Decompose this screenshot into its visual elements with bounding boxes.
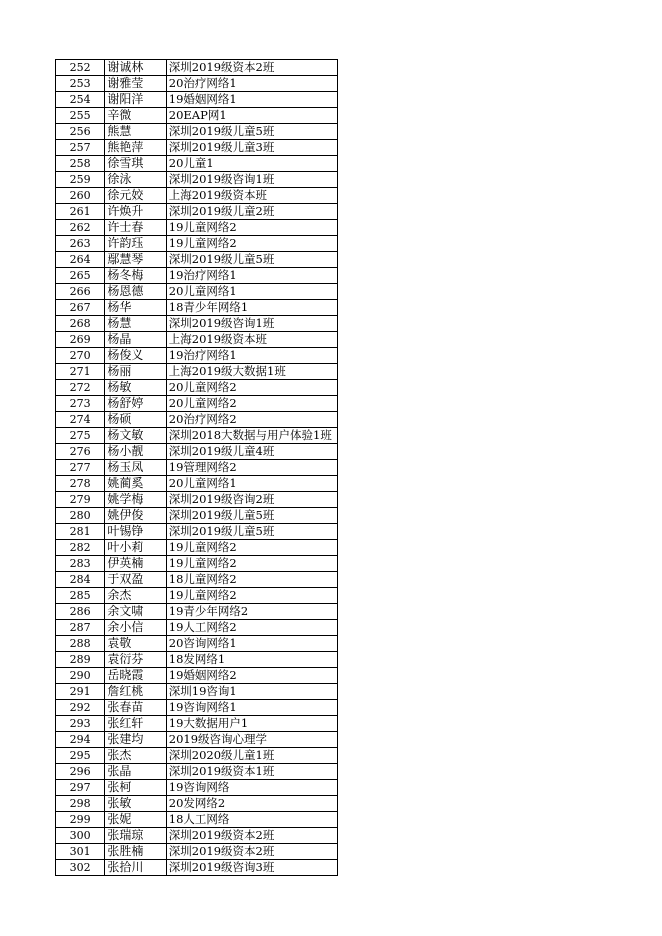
row-number-cell[interactable]: 288 <box>56 636 105 652</box>
name-cell[interactable]: 张红轩 <box>105 716 166 732</box>
table-row <box>56 860 338 876</box>
table-row <box>56 524 338 540</box>
table-row <box>56 380 338 396</box>
name-cell[interactable]: 张建均 <box>105 732 166 748</box>
row-number-cell[interactable]: 294 <box>56 732 105 748</box>
table-row <box>56 556 338 572</box>
row-number-cell[interactable]: 284 <box>56 572 105 588</box>
name-cell[interactable]: 叶小莉 <box>105 540 166 556</box>
class-cell[interactable]: 2019级咨询心理学 <box>166 732 337 748</box>
row-number-cell[interactable]: 259 <box>56 172 105 188</box>
class-cell[interactable]: 深圳2020级儿童1班 <box>166 748 337 764</box>
name-cell[interactable]: 杨俊义 <box>105 348 166 364</box>
class-cell[interactable]: 深圳2019级儿童3班 <box>166 140 337 156</box>
table-row <box>56 540 338 556</box>
name-cell[interactable]: 叶锡铮 <box>105 524 166 540</box>
name-cell[interactable]: 余文啸 <box>105 604 166 620</box>
table-row <box>56 716 338 732</box>
row-number-cell[interactable]: 282 <box>56 540 105 556</box>
table-row <box>56 156 338 172</box>
row-number-cell[interactable]: 280 <box>56 508 105 524</box>
row-number-cell[interactable]: 268 <box>56 316 105 332</box>
class-cell[interactable]: 上海2019级资本班 <box>166 188 337 204</box>
table-row <box>56 348 338 364</box>
table-row <box>56 684 338 700</box>
table-row <box>56 636 338 652</box>
class-cell[interactable]: 上海2019级资本班 <box>166 332 337 348</box>
class-cell[interactable]: 上海2019级大数据1班 <box>166 364 337 380</box>
name-cell[interactable]: 张敏 <box>105 796 166 812</box>
row-number-cell[interactable]: 266 <box>56 284 105 300</box>
name-cell[interactable]: 杨玉凤 <box>105 460 166 476</box>
class-cell[interactable]: 20治疗网络1 <box>166 76 337 92</box>
class-cell[interactable]: 19治疗网络1 <box>166 268 337 284</box>
class-cell[interactable]: 19青少年网络2 <box>166 604 337 620</box>
name-cell[interactable]: 熊艳萍 <box>105 140 166 156</box>
class-cell[interactable]: 19咨询网络 <box>166 780 337 796</box>
name-cell[interactable]: 姚伊俊 <box>105 508 166 524</box>
name-cell[interactable]: 余小信 <box>105 620 166 636</box>
row-number-cell[interactable]: 273 <box>56 396 105 412</box>
name-cell[interactable]: 熊慧 <box>105 124 166 140</box>
row-number-cell[interactable]: 260 <box>56 188 105 204</box>
name-cell[interactable]: 许韵珏 <box>105 236 166 252</box>
class-cell[interactable]: 20EAP网1 <box>166 108 337 124</box>
name-cell[interactable]: 于双盈 <box>105 572 166 588</box>
table-row <box>56 60 338 76</box>
class-cell[interactable]: 深圳2019级儿童2班 <box>166 204 337 220</box>
row-number-cell[interactable]: 277 <box>56 460 105 476</box>
row-number-cell[interactable]: 253 <box>56 76 105 92</box>
table-row <box>56 828 338 844</box>
table-row <box>56 844 338 860</box>
roster-table-body <box>56 60 338 876</box>
row-number-cell[interactable]: 300 <box>56 828 105 844</box>
row-number-cell[interactable]: 256 <box>56 124 105 140</box>
row-number-cell[interactable]: 255 <box>56 108 105 124</box>
name-cell[interactable]: 岳晓霞 <box>105 668 166 684</box>
class-cell[interactable]: 深圳2019级咨询1班 <box>166 316 337 332</box>
class-cell[interactable]: 19咨询网络1 <box>166 700 337 716</box>
table-row <box>56 332 338 348</box>
table-row <box>56 812 338 828</box>
class-cell[interactable]: 20发网络2 <box>166 796 337 812</box>
class-cell[interactable]: 20儿童1 <box>166 156 337 172</box>
name-cell[interactable]: 袁衍芬 <box>105 652 166 668</box>
row-number-cell[interactable]: 293 <box>56 716 105 732</box>
row-number-cell[interactable]: 295 <box>56 748 105 764</box>
class-cell[interactable]: 20治疗网络2 <box>166 412 337 428</box>
class-cell[interactable]: 19儿童网络2 <box>166 540 337 556</box>
row-number-cell[interactable]: 262 <box>56 220 105 236</box>
class-cell[interactable]: 深圳2019级咨询3班 <box>166 860 337 876</box>
name-cell[interactable]: 张杰 <box>105 748 166 764</box>
class-cell[interactable]: 19管理网络2 <box>166 460 337 476</box>
name-cell[interactable]: 杨慧 <box>105 316 166 332</box>
table-row <box>56 172 338 188</box>
class-cell[interactable]: 19儿童网络2 <box>166 220 337 236</box>
name-cell[interactable]: 杨冬梅 <box>105 268 166 284</box>
table-row <box>56 620 338 636</box>
class-cell[interactable]: 19儿童网络2 <box>166 236 337 252</box>
row-number-cell[interactable]: 299 <box>56 812 105 828</box>
class-cell[interactable]: 19儿童网络2 <box>166 588 337 604</box>
table-row <box>56 588 338 604</box>
table-row <box>56 300 338 316</box>
class-cell[interactable]: 深圳2019级儿童5班 <box>166 508 337 524</box>
name-cell[interactable]: 杨恩德 <box>105 284 166 300</box>
table-row <box>56 108 338 124</box>
table-row <box>56 748 338 764</box>
name-cell[interactable]: 杨硕 <box>105 412 166 428</box>
name-cell[interactable]: 鄢慧琴 <box>105 252 166 268</box>
table-row <box>56 732 338 748</box>
table-row <box>56 284 338 300</box>
name-cell[interactable]: 姚蔺奚 <box>105 476 166 492</box>
class-cell[interactable]: 19婚姻网络1 <box>166 92 337 108</box>
name-cell[interactable]: 姚学梅 <box>105 492 166 508</box>
row-number-cell[interactable]: 301 <box>56 844 105 860</box>
table-row <box>56 92 338 108</box>
name-cell[interactable]: 辛微 <box>105 108 166 124</box>
name-cell[interactable]: 徐泳 <box>105 172 166 188</box>
table-row <box>56 652 338 668</box>
class-cell[interactable]: 深圳2019级资本2班 <box>166 844 337 860</box>
row-number-cell[interactable]: 261 <box>56 204 105 220</box>
row-number-cell[interactable]: 296 <box>56 764 105 780</box>
table-row <box>56 764 338 780</box>
class-cell[interactable]: 深圳2018大数据与用户体验1班 <box>166 428 337 444</box>
name-cell[interactable]: 杨舒婷 <box>105 396 166 412</box>
class-cell[interactable]: 深圳2019级资本2班 <box>166 60 337 76</box>
class-cell[interactable]: 深圳2019级资本2班 <box>166 828 337 844</box>
name-cell[interactable]: 伊英楠 <box>105 556 166 572</box>
row-number-cell[interactable]: 291 <box>56 684 105 700</box>
row-number-cell[interactable]: 271 <box>56 364 105 380</box>
name-cell[interactable]: 张妮 <box>105 812 166 828</box>
table-row <box>56 780 338 796</box>
row-number-cell[interactable]: 279 <box>56 492 105 508</box>
class-cell[interactable]: 20儿童网络2 <box>166 380 337 396</box>
name-cell[interactable]: 谢诚林 <box>105 60 166 76</box>
class-cell[interactable]: 深圳2019级咨询1班 <box>166 172 337 188</box>
row-number-cell[interactable]: 258 <box>56 156 105 172</box>
class-cell[interactable]: 19婚姻网络2 <box>166 668 337 684</box>
row-number-cell[interactable]: 274 <box>56 412 105 428</box>
table-row <box>56 460 338 476</box>
table-row <box>56 204 338 220</box>
class-cell[interactable]: 19儿童网络2 <box>166 556 337 572</box>
row-number-cell[interactable]: 292 <box>56 700 105 716</box>
row-number-cell[interactable]: 278 <box>56 476 105 492</box>
row-number-cell[interactable]: 264 <box>56 252 105 268</box>
row-number-cell[interactable]: 298 <box>56 796 105 812</box>
name-cell[interactable]: 徐雪琪 <box>105 156 166 172</box>
name-cell[interactable]: 谢雅莹 <box>105 76 166 92</box>
table-row <box>56 492 338 508</box>
table-row <box>56 444 338 460</box>
table-row <box>56 572 338 588</box>
table-row <box>56 220 338 236</box>
row-number-cell[interactable]: 302 <box>56 860 105 876</box>
row-number-cell[interactable]: 290 <box>56 668 105 684</box>
table-row <box>56 268 338 284</box>
name-cell[interactable]: 詹红桃 <box>105 684 166 700</box>
roster-table <box>55 59 338 876</box>
table-row <box>56 396 338 412</box>
name-cell[interactable]: 杨文敏 <box>105 428 166 444</box>
row-number-cell[interactable]: 254 <box>56 92 105 108</box>
row-number-cell[interactable]: 252 <box>56 60 105 76</box>
table-row <box>56 700 338 716</box>
class-cell[interactable]: 深圳2019级儿童4班 <box>166 444 337 460</box>
table-row <box>56 252 338 268</box>
name-cell[interactable]: 许士春 <box>105 220 166 236</box>
class-cell[interactable]: 深圳2019级儿童5班 <box>166 124 337 140</box>
table-row <box>56 76 338 92</box>
row-number-cell[interactable]: 289 <box>56 652 105 668</box>
name-cell[interactable]: 张胜楠 <box>105 844 166 860</box>
name-cell[interactable]: 谢阳洋 <box>105 92 166 108</box>
class-cell[interactable]: 20儿童网络1 <box>166 284 337 300</box>
row-number-cell[interactable]: 257 <box>56 140 105 156</box>
table-row <box>56 476 338 492</box>
row-number-cell[interactable]: 283 <box>56 556 105 572</box>
table-row <box>56 668 338 684</box>
class-cell[interactable]: 19治疗网络1 <box>166 348 337 364</box>
name-cell[interactable]: 张瑞琼 <box>105 828 166 844</box>
row-number-cell[interactable]: 265 <box>56 268 105 284</box>
row-number-cell[interactable]: 285 <box>56 588 105 604</box>
table-row <box>56 188 338 204</box>
class-cell[interactable]: 20儿童网络1 <box>166 476 337 492</box>
table-row <box>56 236 338 252</box>
name-cell[interactable]: 张柯 <box>105 780 166 796</box>
class-cell[interactable]: 19人工网络2 <box>166 620 337 636</box>
class-cell[interactable]: 18儿童网络2 <box>166 572 337 588</box>
table-row <box>56 508 338 524</box>
table-row <box>56 412 338 428</box>
row-number-cell[interactable]: 272 <box>56 380 105 396</box>
row-number-cell[interactable]: 287 <box>56 620 105 636</box>
row-number-cell[interactable]: 276 <box>56 444 105 460</box>
row-number-cell[interactable]: 267 <box>56 300 105 316</box>
row-number-cell[interactable]: 275 <box>56 428 105 444</box>
name-cell[interactable]: 许焕升 <box>105 204 166 220</box>
name-cell[interactable]: 杨小靓 <box>105 444 166 460</box>
table-row <box>56 316 338 332</box>
name-cell[interactable]: 张拾川 <box>105 860 166 876</box>
class-cell[interactable]: 深圳2019级资本1班 <box>166 764 337 780</box>
name-cell[interactable]: 张晶 <box>105 764 166 780</box>
class-cell[interactable]: 深圳2019级儿童5班 <box>166 252 337 268</box>
table-row <box>56 124 338 140</box>
name-cell[interactable]: 袁敬 <box>105 636 166 652</box>
row-number-cell[interactable]: 269 <box>56 332 105 348</box>
table-row <box>56 364 338 380</box>
table-row <box>56 140 338 156</box>
row-number-cell[interactable]: 281 <box>56 524 105 540</box>
class-cell[interactable]: 深圳2019级儿童5班 <box>166 524 337 540</box>
class-cell[interactable]: 深圳2019级咨询2班 <box>166 492 337 508</box>
row-number-cell[interactable]: 286 <box>56 604 105 620</box>
name-cell[interactable]: 徐元姣 <box>105 188 166 204</box>
name-cell[interactable]: 余杰 <box>105 588 166 604</box>
name-cell[interactable]: 张春苗 <box>105 700 166 716</box>
class-cell[interactable]: 20儿童网络2 <box>166 396 337 412</box>
table-row <box>56 428 338 444</box>
class-cell[interactable]: 18青少年网络1 <box>166 300 337 316</box>
class-cell[interactable]: 20咨询网络1 <box>166 636 337 652</box>
name-cell[interactable]: 杨丽 <box>105 364 166 380</box>
table-row <box>56 796 338 812</box>
row-number-cell[interactable]: 270 <box>56 348 105 364</box>
class-cell[interactable]: 深圳19咨询1 <box>166 684 337 700</box>
row-number-cell[interactable]: 263 <box>56 236 105 252</box>
class-cell[interactable]: 19大数据用户1 <box>166 716 337 732</box>
table-row <box>56 604 338 620</box>
class-cell[interactable]: 18人工网络 <box>166 812 337 828</box>
row-number-cell[interactable]: 297 <box>56 780 105 796</box>
name-cell[interactable]: 杨敏 <box>105 380 166 396</box>
class-cell[interactable]: 18发网络1 <box>166 652 337 668</box>
name-cell[interactable]: 杨晶 <box>105 332 166 348</box>
name-cell[interactable]: 杨华 <box>105 300 166 316</box>
